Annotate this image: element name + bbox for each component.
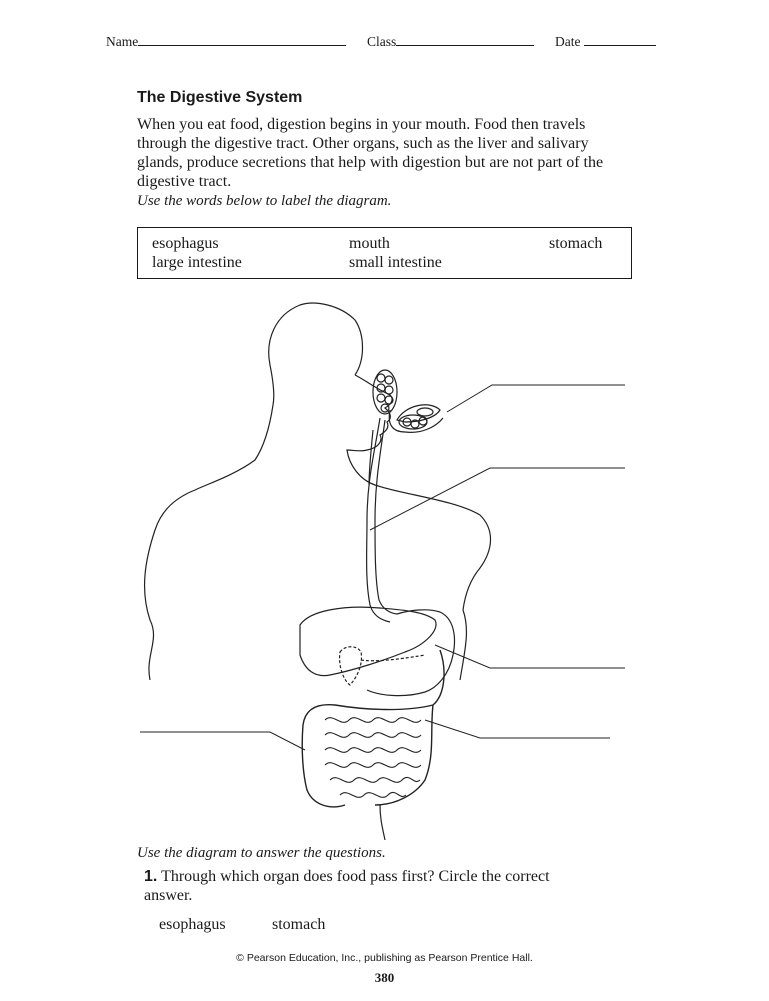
word-bank (137, 227, 632, 279)
page-number: 380 (374, 970, 395, 985)
small-intestine (325, 718, 421, 798)
question-1-number: 1. (144, 868, 158, 885)
answer-option-stomach[interactable]: stomach (272, 916, 326, 933)
digestive-system-diagram (135, 300, 635, 840)
date-blank[interactable] (584, 33, 656, 46)
intro-paragraph: When you eat food, digestion begins in your mouth. Food then travels through the digestive tract. Other organs, such as the liver and salivary glands, produce secretions that help with digestion but are not part of the digestive tract. (137, 116, 604, 190)
answer-option-esophagus[interactable]: esophagus (159, 916, 226, 933)
label-line-mouth (447, 385, 625, 412)
class-blank[interactable] (396, 33, 534, 46)
label-line-esophagus (370, 468, 625, 530)
word-small-intestine: small intestine (349, 254, 442, 271)
name-label: Name (106, 34, 139, 49)
esophagus-inner (375, 420, 397, 614)
label-instruction: Use the words below to label the diagram. (137, 193, 392, 209)
question-instruction: Use the diagram to answer the questions. (137, 845, 386, 861)
label-line-stomach (435, 645, 625, 668)
question-1 (144, 867, 584, 905)
question-1-text: Through which organ does food pass first? Circle the correct answer. (144, 868, 550, 904)
date-label: Date (555, 34, 581, 49)
body-outline (145, 303, 363, 680)
gallbladder (340, 647, 362, 685)
liver (300, 607, 436, 675)
esophagus (367, 418, 390, 622)
word-large-intestine: large intestine (152, 254, 242, 271)
word-mouth: mouth (349, 235, 390, 252)
name-blank[interactable] (138, 33, 346, 46)
worksheet-title: The Digestive System (137, 89, 303, 106)
body-lower-right (460, 610, 466, 680)
label-line-small-intestine (425, 720, 610, 738)
label-line-large-intestine (140, 732, 305, 750)
word-esophagus: esophagus (152, 235, 219, 252)
copyright-footer: © Pearson Education, Inc., publishing as Pearson Prentice Hall. (236, 952, 533, 964)
rectum (380, 805, 385, 840)
word-stomach: stomach (549, 235, 603, 252)
worksheet-header (106, 33, 686, 50)
class-label: Class (366, 34, 397, 49)
mouth-region (389, 405, 443, 433)
